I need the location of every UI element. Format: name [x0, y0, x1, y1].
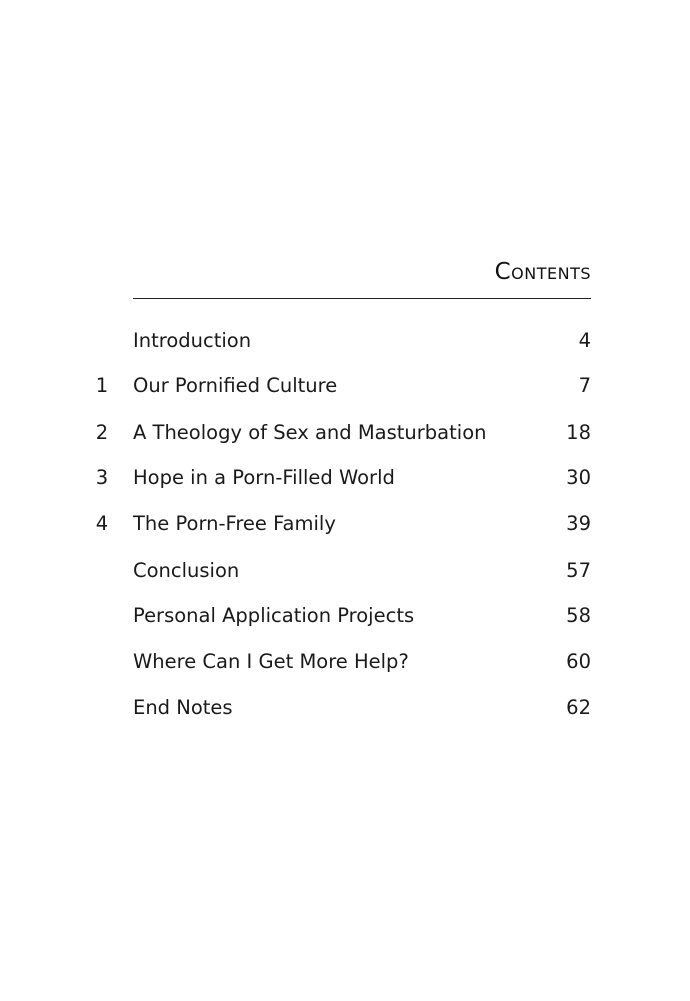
title-divider: [133, 298, 591, 299]
entry-title: Hope in a Porn-Filled World: [133, 466, 395, 489]
toc-entry-introduction[interactable]: [0, 322, 690, 360]
entry-title: A Theology of Sex and Masturbation: [133, 421, 487, 444]
toc-entry-chapter-3[interactable]: [0, 459, 690, 497]
chapter-number: 3: [95, 466, 109, 489]
entry-title: Our Pornified Culture: [133, 374, 338, 397]
chapter-number: 2: [95, 421, 109, 444]
page-number: 60: [566, 650, 591, 673]
entry-title: Personal Application Projects: [133, 604, 415, 627]
chapter-number: 1: [95, 374, 109, 397]
page-number: 4: [578, 329, 591, 352]
page-number: 57: [566, 559, 591, 582]
page-number: 30: [566, 466, 591, 489]
entry-title: Where Can I Get More Help?: [133, 650, 409, 673]
page-number: 18: [566, 421, 591, 444]
toc-entry-chapter-2[interactable]: [0, 414, 690, 452]
entry-title: End Notes: [133, 696, 233, 719]
entry-title: Conclusion: [133, 559, 240, 582]
toc-entry-more-help[interactable]: [0, 643, 690, 681]
toc-entry-conclusion[interactable]: [0, 552, 690, 590]
page-number: 62: [566, 696, 591, 719]
page-number: 58: [566, 604, 591, 627]
toc-entry-application-projects[interactable]: [0, 597, 690, 635]
page-number: 7: [578, 374, 591, 397]
entry-title: Introduction: [133, 329, 252, 352]
toc-entry-end-notes[interactable]: [0, 689, 690, 727]
toc-entry-chapter-4[interactable]: [0, 505, 690, 543]
chapter-number: 4: [95, 512, 109, 535]
page-title: Contents: [494, 259, 591, 285]
toc-entry-chapter-1[interactable]: [0, 367, 690, 405]
entry-title: The Porn-Free Family: [133, 512, 336, 535]
page-number: 39: [566, 512, 591, 535]
